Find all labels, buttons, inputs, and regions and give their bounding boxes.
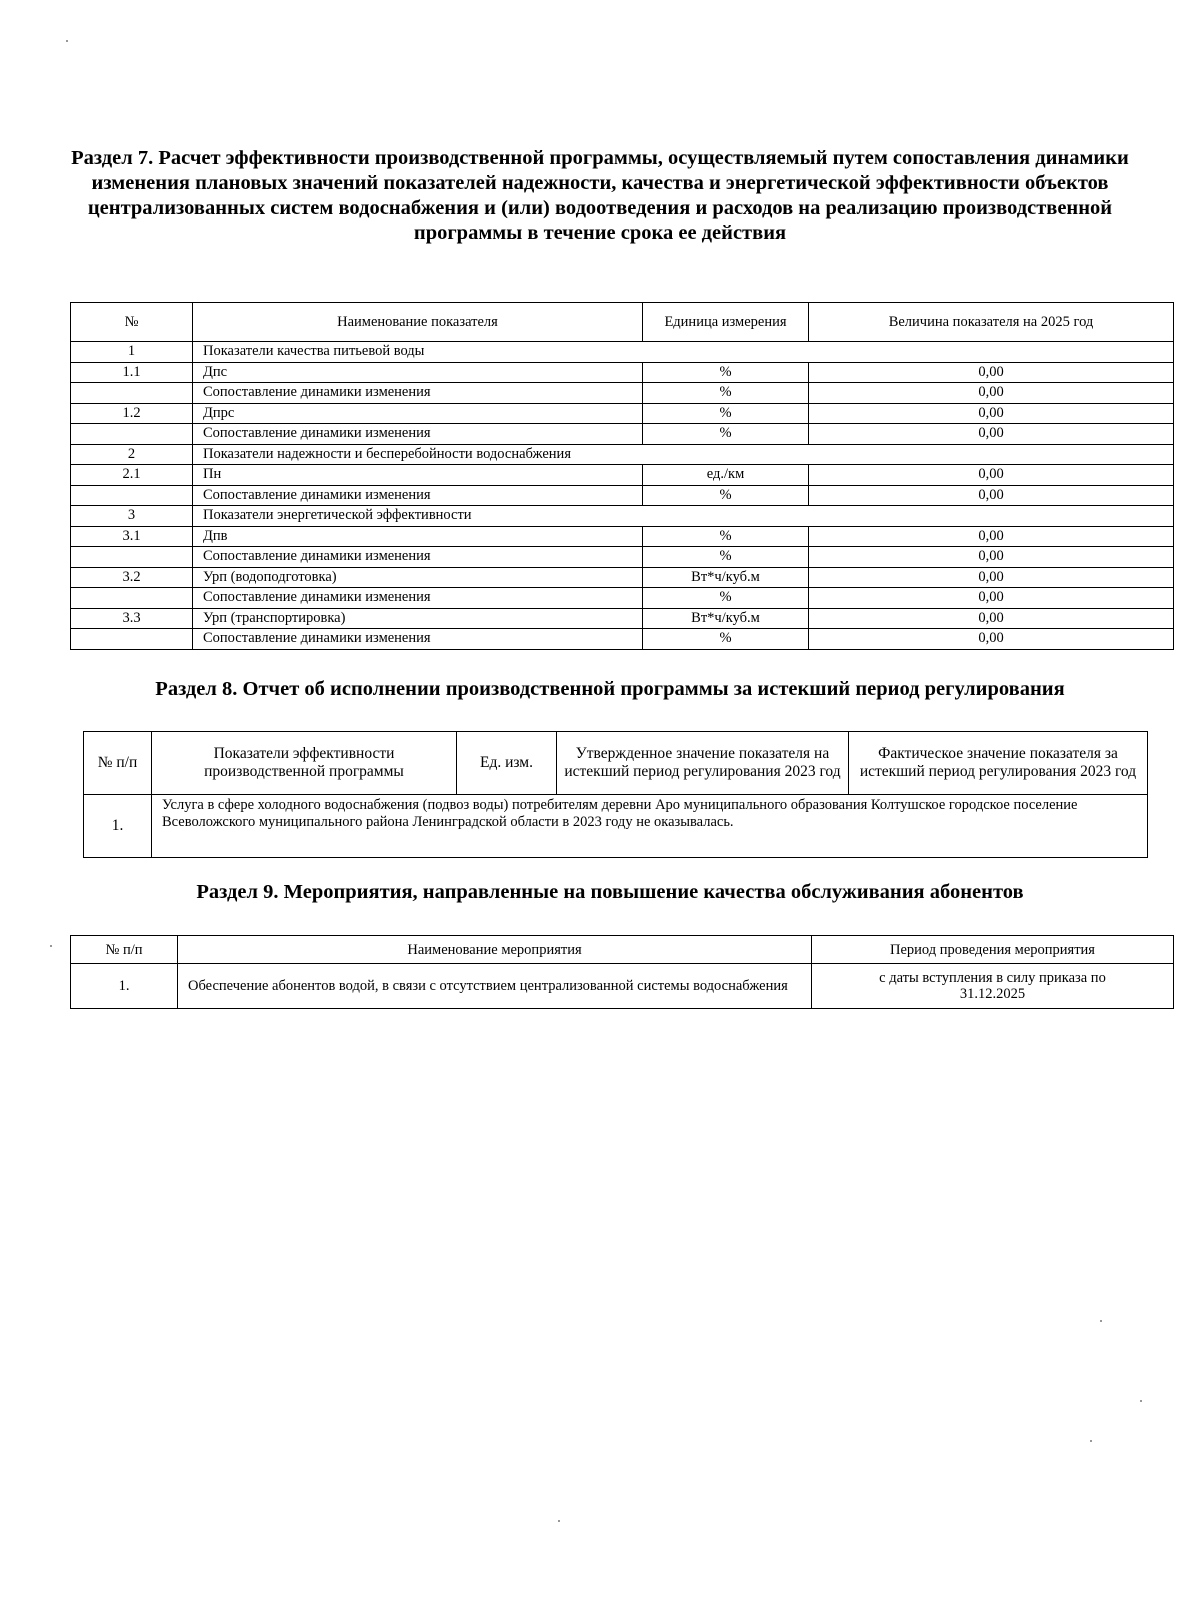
header-actual: Фактическое значение показателя за истекший период регулирования 2023 год: [849, 732, 1148, 795]
row-value: 0,00: [809, 424, 1174, 445]
row-unit: %: [643, 547, 809, 568]
table-row: [71, 964, 1174, 1009]
row-unit: %: [643, 424, 809, 445]
row-num: 2.1: [71, 465, 193, 486]
row-num: [71, 424, 193, 445]
table-row: [71, 383, 1174, 404]
row-unit: Вт*ч/куб.м: [643, 567, 809, 588]
table-row: [71, 444, 1174, 465]
table-row: [71, 526, 1174, 547]
row-num: 1.2: [71, 403, 193, 424]
table-row: [71, 567, 1174, 588]
section-9-title: Раздел 9. Мероприятия, направленные на повышение качества обслуживания абонентов: [196, 881, 1024, 903]
row-unit: %: [643, 588, 809, 609]
header-num: № п/п: [71, 936, 178, 964]
row-num: [71, 547, 193, 568]
row-unit: Вт*ч/куб.м: [643, 608, 809, 629]
row-group-name: Показатели энергетической эффективности: [193, 506, 1174, 527]
row-name: Урп (транспортировка): [193, 608, 643, 629]
table-row: [71, 588, 1174, 609]
table-row: [71, 629, 1174, 650]
section-7-table-body: [71, 342, 1174, 650]
row-name: Пн: [193, 465, 643, 486]
row-unit: ед./км: [643, 465, 809, 486]
table-header-row: [71, 303, 1174, 342]
row-num: [71, 588, 193, 609]
section-7-table: [70, 302, 1174, 650]
row-name: Обеспечение абонентов водой, в связи с отсутствием централизованной системы водоснабжения: [178, 964, 812, 1009]
row-value: 0,00: [809, 403, 1174, 424]
header-num: № п/п: [84, 732, 152, 795]
table-row: [71, 506, 1174, 527]
row-unit: %: [643, 526, 809, 547]
scan-speck: [1140, 1400, 1142, 1402]
row-value: 0,00: [809, 547, 1174, 568]
row-num: 1.1: [71, 362, 193, 383]
row-name: Сопоставление динамики изменения: [193, 588, 643, 609]
section-8-table: [83, 731, 1148, 858]
row-value: 0,00: [809, 629, 1174, 650]
row-num: 3: [71, 506, 193, 527]
row-name: Дпв: [193, 526, 643, 547]
row-value: 0,00: [809, 383, 1174, 404]
header-value: Величина показателя на 2025 год: [809, 303, 1174, 342]
row-name: Урп (водоподготовка): [193, 567, 643, 588]
row-name: Сопоставление динамики изменения: [193, 547, 643, 568]
table-row: [71, 465, 1174, 486]
row-value: 0,00: [809, 465, 1174, 486]
row-period: с даты вступления в силу приказа по 31.12.2025: [812, 964, 1174, 1009]
row-name: Дпс: [193, 362, 643, 383]
row-unit: %: [643, 403, 809, 424]
section-9-table: [70, 935, 1174, 1009]
scan-speck: [1100, 1320, 1102, 1322]
row-name: Сопоставление динамики изменения: [193, 383, 643, 404]
row-num: [71, 629, 193, 650]
row-num: 1: [71, 342, 193, 363]
header-unit: Ед. изм.: [457, 732, 557, 795]
row-value: 0,00: [809, 362, 1174, 383]
table-row: [71, 342, 1174, 363]
row-value: 0,00: [809, 526, 1174, 547]
table-row: [71, 403, 1174, 424]
row-num: 3.3: [71, 608, 193, 629]
table-row: [71, 485, 1174, 506]
table-header-row: [71, 936, 1174, 964]
section-8-title: Раздел 8. Отчет об исполнении производственной программы за истекший период регулирования: [155, 678, 1065, 700]
row-unit: %: [643, 485, 809, 506]
scan-speck: [1090, 1440, 1092, 1442]
header-indicator: Показатели эффективности производственной программы: [152, 732, 457, 795]
header-unit: Единица измерения: [643, 303, 809, 342]
row-num: [71, 485, 193, 506]
row-name: Сопоставление динамики изменения: [193, 485, 643, 506]
row-name: Сопоставление динамики изменения: [193, 629, 643, 650]
table-row: [71, 424, 1174, 445]
row-text: Услуга в сфере холодного водоснабжения (подвоз воды) потребителям деревни Аро муниципального образования Колтушское городское поселение Всеволожского муниципального района Ленинградской области в 2023 году не оказывалась.: [152, 795, 1148, 858]
row-num: 1.: [84, 795, 152, 858]
row-value: 0,00: [809, 608, 1174, 629]
row-unit: %: [643, 629, 809, 650]
row-unit: %: [643, 383, 809, 404]
section-7-title: Раздел 7. Расчет эффективности производственной программы, осуществляемый путем сопоставления динамики изменения плановых значений показателей надежности, качества и энергетической эффективности объектов централизованных систем водоснабжения и (или) водоотведения и расходов на реализацию производственной программы в течение срока ее действия: [71, 147, 1129, 244]
table-row: [71, 547, 1174, 568]
row-num: 3.1: [71, 526, 193, 547]
row-num: 3.2: [71, 567, 193, 588]
row-name: Сопоставление динамики изменения: [193, 424, 643, 445]
row-value: 0,00: [809, 485, 1174, 506]
table-row: [71, 608, 1174, 629]
row-num: 2: [71, 444, 193, 465]
row-num: [71, 383, 193, 404]
table-header-row: [84, 732, 1148, 795]
row-group-name: Показатели надежности и бесперебойности водоснабжения: [193, 444, 1174, 465]
row-group-name: Показатели качества питьевой воды: [193, 342, 1174, 363]
row-num: 1.: [71, 964, 178, 1009]
scan-speck: [50, 945, 52, 947]
header-name: Наименование показателя: [193, 303, 643, 342]
row-name: Дпрс: [193, 403, 643, 424]
header-num: №: [71, 303, 193, 342]
scan-speck: [66, 40, 68, 42]
header-period: Период проведения мероприятия: [812, 936, 1174, 964]
row-unit: %: [643, 362, 809, 383]
scan-speck: [558, 1520, 560, 1522]
header-name: Наименование мероприятия: [178, 936, 812, 964]
header-approved: Утвержденное значение показателя на истекший период регулирования 2023 год: [557, 732, 849, 795]
row-value: 0,00: [809, 567, 1174, 588]
table-row: [71, 362, 1174, 383]
table-row: [84, 795, 1148, 858]
row-value: 0,00: [809, 588, 1174, 609]
